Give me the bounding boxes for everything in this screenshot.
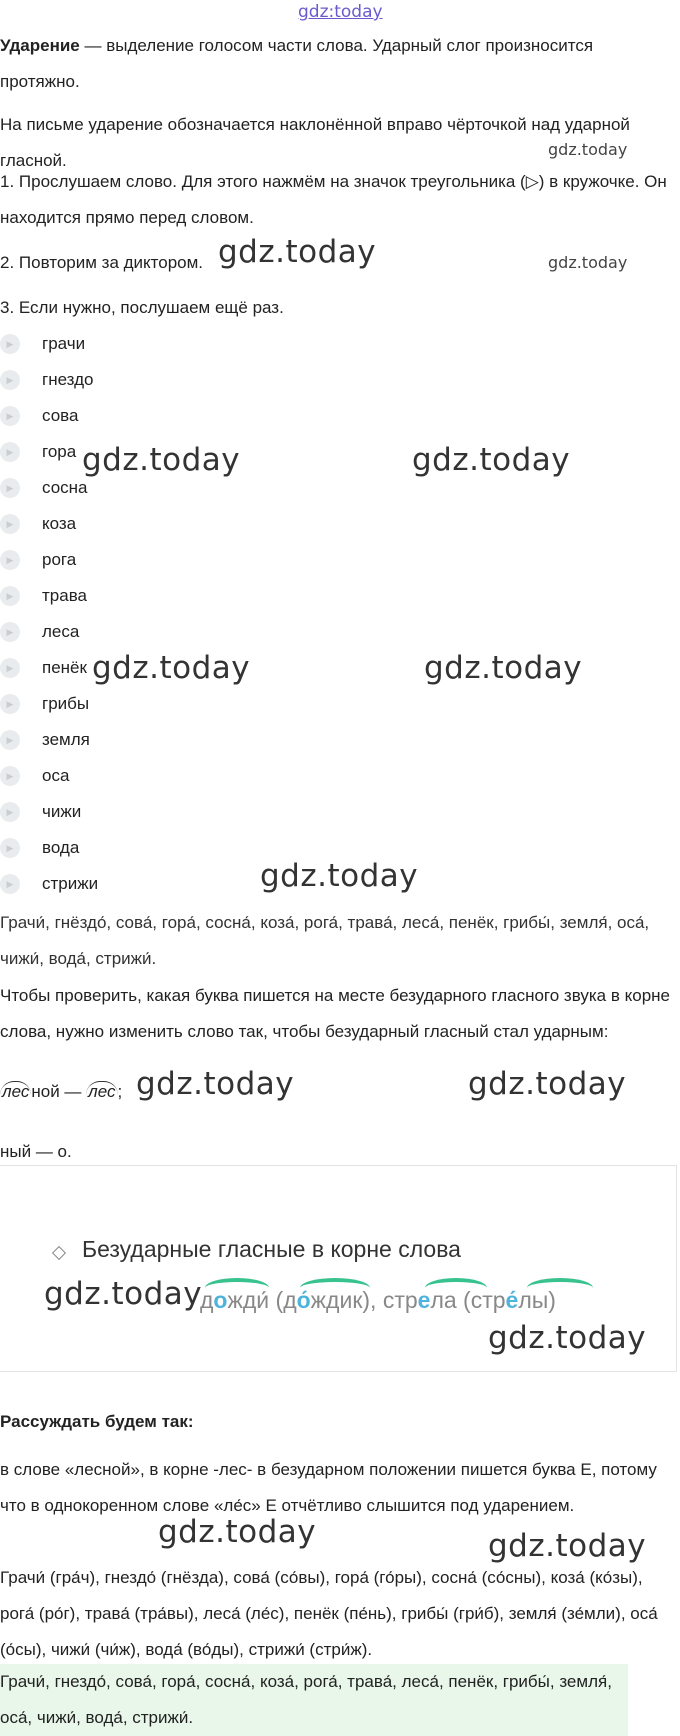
play-icon[interactable]: ▶	[0, 802, 20, 822]
audio-word-label: гора	[42, 442, 77, 461]
audio-word-item	[0, 542, 300, 578]
watermark: gdz.today	[82, 442, 241, 478]
audio-word-label: сосна	[42, 478, 88, 497]
check-words: Грачи́ (гра́ч), гнездо́ (гнёзда), сова́ (со́вы), гора́ (го́ры), сосна́ (со́сны), коза́ (ко́зы), рога́ (ро́г), трава́ (тра́вы), леса́ (ле́с), пенёк (пе́нь), грибы́ (гри́б), земля́ (зе́мли), оса́ (о́сы), чижи́ (чи́ж), вода́ (во́ды), стрижи́ (стри́ж).	[0, 1568, 658, 1659]
audio-word-item	[0, 614, 300, 650]
card-examples: дожди́ (до́ждик), стрела (стре́лы)	[200, 1287, 556, 1313]
play-icon[interactable]: ▶	[0, 658, 20, 678]
watermark: gdz.today	[424, 650, 583, 686]
audio-word-label: леса	[42, 622, 80, 641]
step-1: 1. Прослушаем слово. Для этого нажмём на значок треугольника (▷) в кружочке. Он находится прямо перед словом.	[0, 172, 667, 227]
answer-line: Грачи́, гнездо́, сова́, гора́, сосна́, коза́, рога́, трава́, леса́, пенёк, грибы́, земля́, оса́, чижи́, вода́, стрижи́.	[0, 1672, 612, 1727]
audio-word-label: земля	[42, 730, 90, 749]
audio-word-item	[0, 398, 300, 434]
play-icon[interactable]: ▶	[0, 694, 20, 714]
play-icon[interactable]: ▶	[0, 874, 20, 894]
play-icon[interactable]: ▶	[0, 406, 20, 426]
play-icon[interactable]: ▶	[0, 730, 20, 750]
watermark: gdz.today	[218, 234, 377, 270]
watermark: gdz.today	[488, 1320, 647, 1356]
play-icon[interactable]: ▶	[0, 370, 20, 390]
audio-word-label: оса	[42, 766, 70, 785]
audio-word-item	[0, 362, 300, 398]
play-icon[interactable]: ▶	[0, 766, 20, 786]
stressed-words-line: Грачи́, гнёздо́, сова́, гора́, сосна́, коза́, рога́, трава́, леса́, пенёк, грибы́, земля́, оса́, чижи́, вода́, стрижи́.	[0, 913, 650, 968]
audio-word-item	[0, 578, 300, 614]
play-icon[interactable]: ▶	[0, 334, 20, 354]
audio-word-label: чижи	[42, 802, 82, 821]
play-icon[interactable]: ▶	[0, 622, 20, 642]
audio-word-label: гнездо	[42, 370, 94, 389]
watermark: gdz.today	[92, 650, 251, 686]
audio-word-label: стрижи	[42, 874, 99, 893]
play-icon[interactable]: ▶	[0, 442, 20, 462]
watermark: gdz.today	[548, 140, 628, 159]
rule-paragraph: Чтобы проверить, какая буква пишется на месте безударного гласного звука в корне слова, нужно изменить слово так, чтобы безударный гласный стал ударным:	[0, 986, 670, 1041]
root-diagram	[0, 1082, 122, 1102]
audio-word-item	[0, 722, 300, 758]
card-title: Безударные гласные в корне слова	[82, 1236, 461, 1262]
watermark: gdz.today	[44, 1276, 203, 1312]
watermark: gdz.today	[158, 1514, 317, 1550]
audio-word-item	[0, 866, 300, 902]
audio-word-label: вода	[42, 838, 80, 857]
watermark-top: gdz:today	[298, 2, 383, 22]
audio-word-label: грибы	[42, 694, 90, 713]
watermark: gdz.today	[136, 1066, 295, 1102]
audio-word-label: грачи	[42, 334, 86, 353]
watermark: gdz.today	[260, 858, 419, 894]
play-icon[interactable]: ▶	[0, 514, 20, 534]
play-icon[interactable]: ▶	[0, 478, 20, 498]
audio-word-label: коза	[42, 514, 77, 533]
audio-word-item	[0, 326, 300, 362]
audio-word-item	[0, 506, 300, 542]
root-left: лес	[2, 1082, 30, 1101]
watermark: gdz.today	[548, 253, 628, 272]
root-mid: ной —	[31, 1082, 87, 1101]
audio-word-item	[0, 758, 300, 794]
audio-word-item	[0, 794, 300, 830]
watermark: gdz.today	[468, 1066, 627, 1102]
intro-paragraph-1	[0, 28, 676, 100]
audio-word-label: пенёк	[42, 658, 87, 677]
play-icon[interactable]: ▶	[0, 550, 20, 570]
watermark: gdz.today	[412, 442, 571, 478]
intro-paragraph-2: На письме ударение обозначается наклонённой вправо чёрточкой над ударной гласной.	[0, 115, 630, 170]
audio-word-label: сова	[42, 406, 79, 425]
audio-word-label: трава	[42, 586, 87, 605]
audio-word-item	[0, 686, 300, 722]
root-right: лес	[88, 1082, 116, 1101]
audio-word-item	[0, 830, 300, 866]
root-semicolon: ;	[117, 1082, 123, 1101]
reasoning-heading: Рассуждать будем так:	[0, 1412, 194, 1431]
play-icon[interactable]: ▶	[0, 838, 20, 858]
term-bold: Ударение	[0, 36, 80, 55]
step-3: 3. Если нужно, послушаем ещё раз.	[0, 298, 284, 317]
reasoning-paragraph: в слове «лесной», в корне -лес- в безударном положении пишется буква Е, потому что в однокоренном слове «ле́с» Е отчётливо слышится под ударением.	[0, 1460, 657, 1515]
term-definition: — выделение голосом части слова. Ударный слог произносится протяжно.	[0, 36, 594, 91]
after-diagram-text: ный — о.	[0, 1142, 72, 1161]
watermark: gdz.today	[488, 1528, 647, 1564]
step-2: 2. Повторим за диктором.	[0, 253, 204, 272]
play-icon[interactable]: ▶	[0, 586, 20, 606]
audio-word-label: рога	[42, 550, 77, 569]
